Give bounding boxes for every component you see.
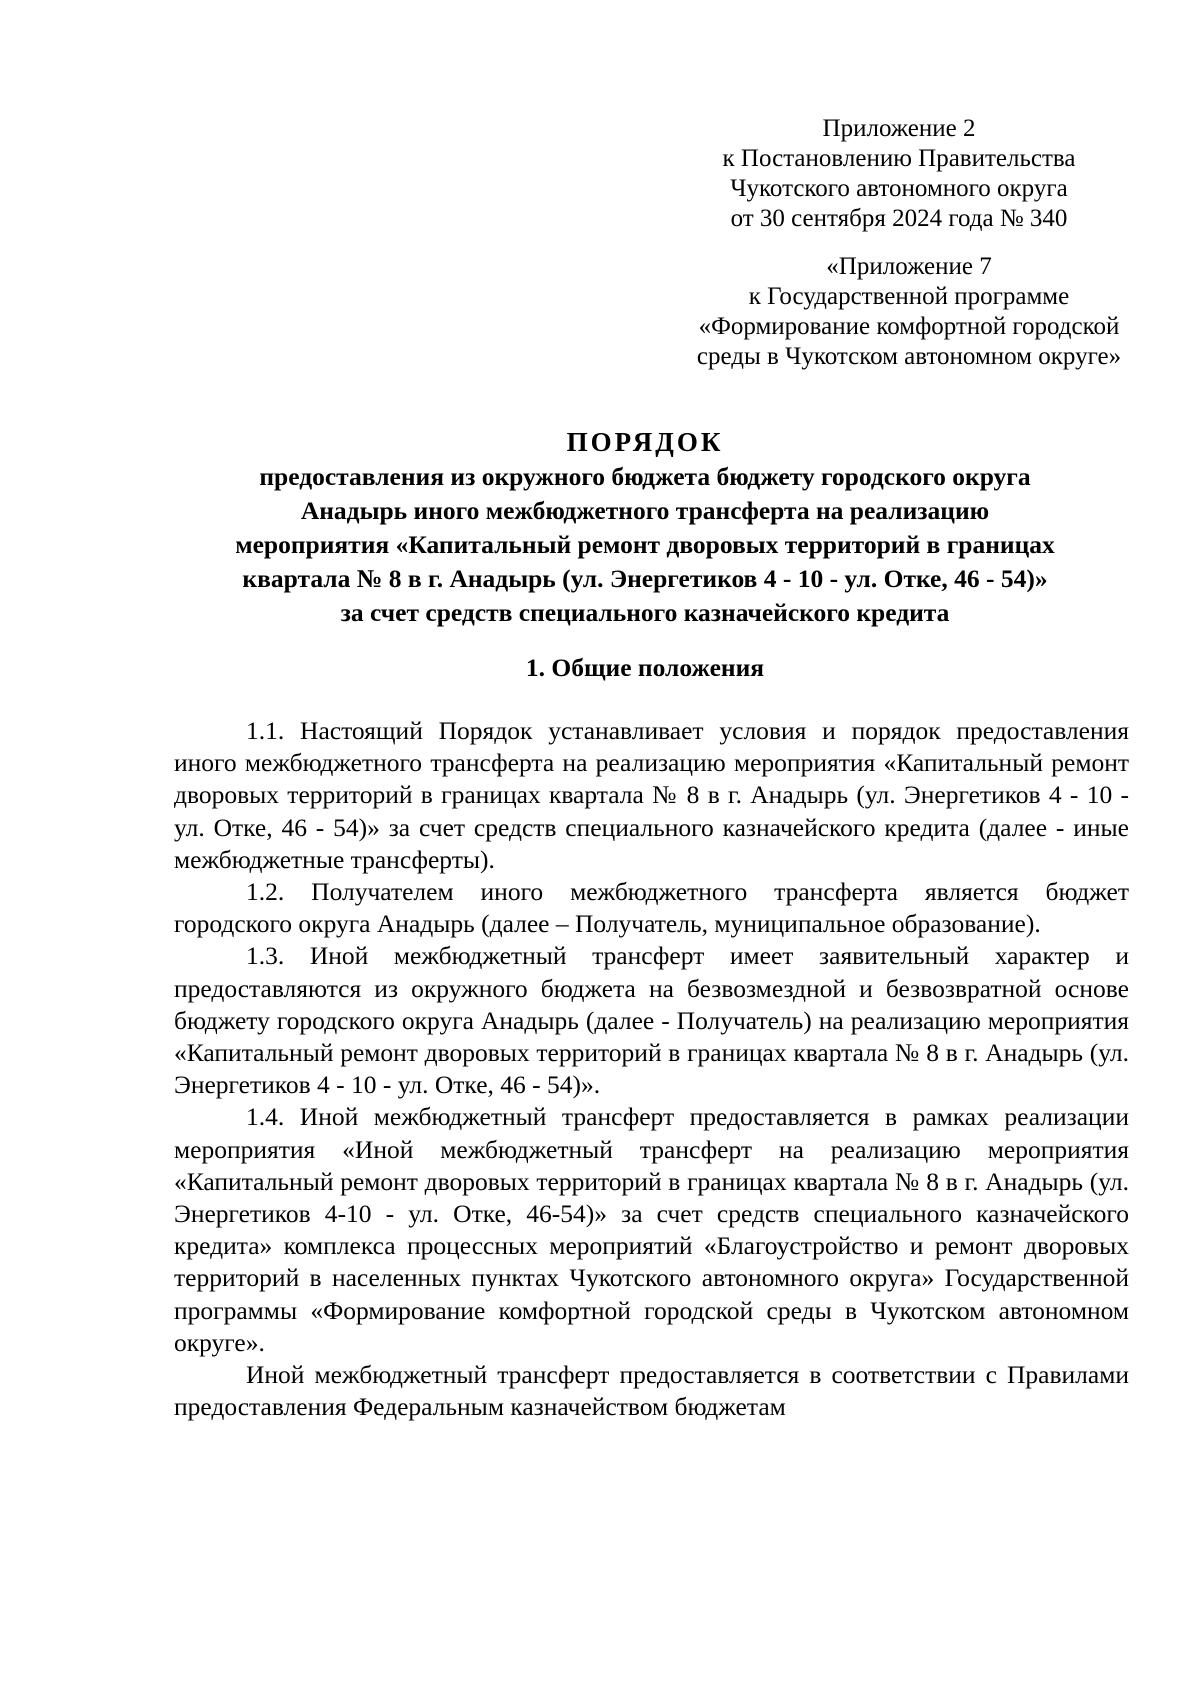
annex-line: «Формирование комфортной городской [698,313,1120,340]
title-line: предоставления из окружного бюджета бюджету городского округа [259,462,1031,491]
title-line: за счет средств специального казначейского кредита [340,598,950,627]
document-title-block [160,425,1130,630]
section-heading: 1. Общие положения [525,653,765,682]
program-annex-reference-block [689,252,1129,372]
paragraph-1-3: 1.3. Иной межбюджетный трансферт имеет заявительный характер и предоставляются из окружного бюджета на безвозмездной и безвозвратной основе бюджету городского округа Анадырь (далее - Получатель) на реализацию мероприятия «Капитальный ремонт дворовых территорий в границах квартала № 8 в г. Анадырь (ул. Энергетиков 4 - 10 - ул. Отке, 46 - 54)». [174,941,1129,1100]
annex-line: к Постановлению Правительства [722,145,1076,172]
annex-line: к Государственной программе [748,283,1070,310]
paragraph-1-2: 1.2. Получателем иного межбюджетного трансферта является бюджет городского округа Анадырь (далее – Получатель, муниципальное образование). [174,877,1129,939]
title-line: мероприятия «Капитальный ремонт дворовых территорий в границах [235,530,1055,559]
title-line: Анадырь иного межбюджетного трансферта на реализацию [300,496,990,525]
paragraph-1-4: 1.4. Иной межбюджетный трансферт предоставляется в рамках реализации мероприятия «Иной межбюджетный трансферт на реализацию мероприятия «Капитальный ремонт дворовых территорий в границах квартала № 8 в г. Анадырь (ул. Энергетиков 4-10 - ул. Отке, 46-54)» за счет средств специального казначейского кредита» комплекса процессных мероприятий «Благоустройство и ремонт дворовых территорий в населенных пунктах Чукотского автономного округа» Государственной программы «Формирование комфортной городской среды в Чукотском автономном округе». [174,1102,1129,1357]
document-body [174,715,1129,1423]
annex-line: от 30 сентября 2024 года № 340 [730,205,1068,232]
annex-reference-block [689,114,1109,234]
annex-line: среды в Чукотском автономном округе» [696,343,1122,370]
document-title: ПОРЯДОК [566,427,724,457]
paragraph-continued: Иной межбюджетный трансферт предоставляется в соответствии с Правилами предоставления Федеральным казначейством бюджетам [174,1360,1129,1422]
annex-line: Приложение 2 [822,115,976,142]
annex-line: «Приложение 7 [826,253,992,280]
title-line: квартала № 8 в г. Анадырь (ул. Энергетиков 4 - 10 - ул. Отке, 46 - 54)» [242,564,1048,593]
annex-line: Чукотского автономного округа [730,175,1068,202]
paragraph-1-1: 1.1. Настоящий Порядок устанавливает условия и порядок предоставления иного межбюджетного трансферта на реализацию мероприятия «Капитальный ремонт дворовых территорий в границах квартала № 8 в г. Анадырь (ул. Энергетиков 4 - 10 - ул. Отке, 46 - 54)» за счет средств специального казначейского кредита (далее - иные межбюджетные трансферты). [174,716,1129,874]
